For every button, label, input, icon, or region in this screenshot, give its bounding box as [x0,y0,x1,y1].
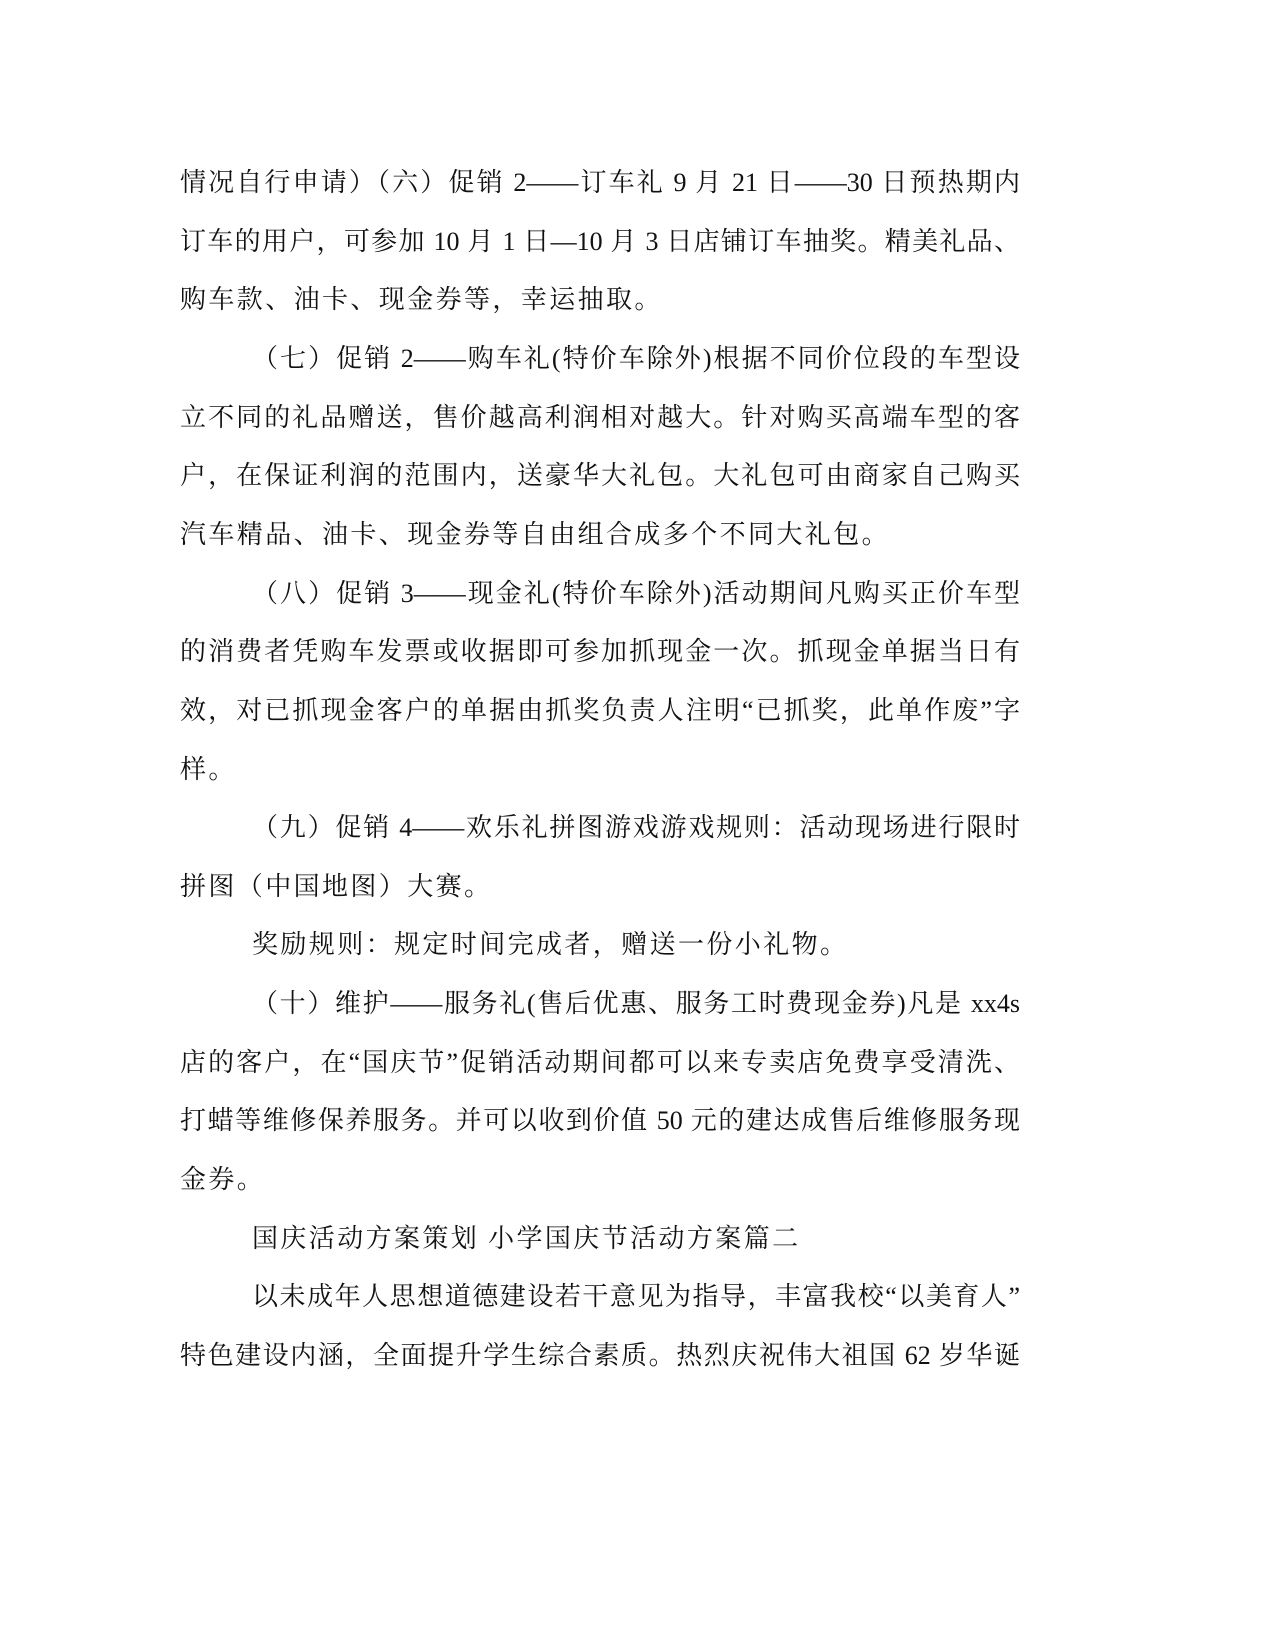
text-line: 立不同的礼品赠送，售价越高利润相对越大。针对购买高端车型的客 [180,402,1020,432]
text-line: 汽车精品、油卡、现金券等自由组合成多个不同大礼包。 [180,519,891,549]
text-line: 奖励规则：规定时间完成者，赠送一份小礼物。 [252,930,849,960]
text-line: 户，在保证利润的范围内，送豪华大礼包。大礼包可由商家自己购买 [180,461,1020,491]
text-line: 金券。 [180,1165,266,1195]
text-line: 国庆活动方案策划 小学国庆节活动方案篇二 [252,1223,801,1253]
text-line: 拼图（中国地图）大赛。 [180,871,493,901]
text-line: 打蜡等维修保养服务。并可以收到价值 50 元的建达成售后维修服务现 [180,1106,1020,1136]
text-line: 订车的用户，可参加 10 月 1 日—10 月 3 日店铺订车抽奖。精美礼品、 [180,226,1020,256]
text-line: 的消费者凭购车发票或收据即可参加抓现金一次。抓现金单据当日有 [180,637,1020,667]
text-line: （八）促销 3——现金礼(特价车除外)活动期间凡购买正价车型 [252,578,1020,608]
text-line: 购车款、油卡、现金券等，幸运抽取。 [180,285,663,315]
text-line: （七）促销 2——购车礼(特价车除外)根据不同价位段的车型设 [252,343,1020,373]
text-line: 情况自行申请）（六）促销 2——订车礼 9 月 21 日——30 日预热期内 [180,168,1020,197]
text-line: 样。 [180,754,237,784]
text-line: （九）促销 4——欢乐礼拼图游戏游戏规则：活动现场进行限时 [252,813,1020,843]
text-line: （十）维护——服务礼(售后优惠、服务工时费现金券)凡是 xx4s [252,989,1020,1019]
text-line: 以未成年人思想道德建设若干意见为指导，丰富我校“以美育人” [252,1282,1020,1312]
text-line: 特色建设内涵，全面提升学生综合素质。热烈庆祝伟大祖国 62 岁华诞 [180,1341,1020,1370]
text-line: 店的客户，在“国庆节”促销活动期间都可以来专卖店免费享受清洗、 [180,1047,1020,1077]
text-line: 效，对已抓现金客户的单据由抓奖负责人注明“已抓奖，此单作废”字 [180,695,1020,725]
